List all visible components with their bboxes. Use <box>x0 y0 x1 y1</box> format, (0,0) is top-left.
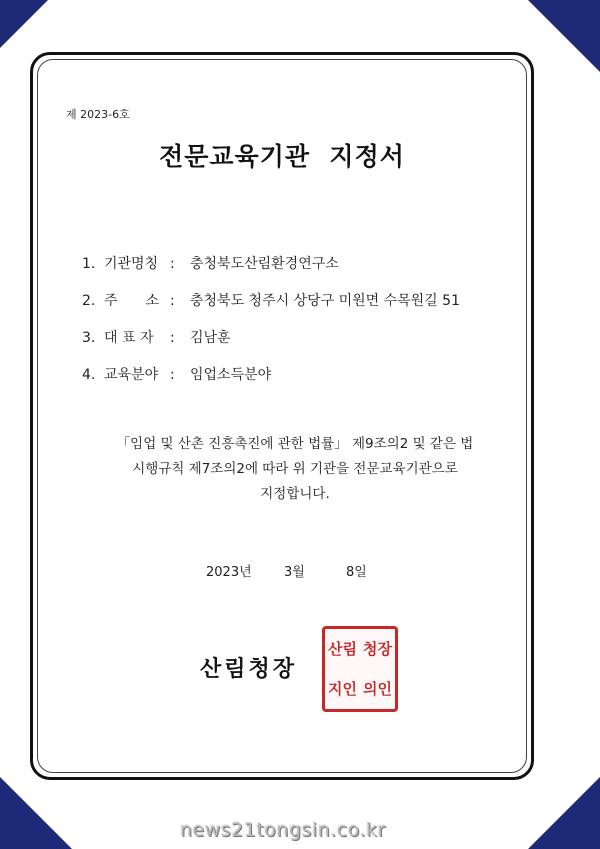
info-item-colon: : <box>170 367 175 383</box>
info-item-colon: : <box>170 256 175 272</box>
info-item-value: 임업소득분야 <box>190 367 272 383</box>
seal-char: 청장 <box>363 639 392 658</box>
corner-decoration-top-right <box>528 0 600 72</box>
corner-decoration-top-left <box>0 0 48 48</box>
info-item-number: 1. <box>82 256 96 272</box>
corner-decoration-bottom-left <box>0 777 72 849</box>
statement-line-1: 「임업 및 산촌 진흥촉진에 관한 법률」 제9조의2 및 같은 법 <box>116 436 474 452</box>
info-item-value: 김남훈 <box>190 330 231 346</box>
info-item-number: 2. <box>82 293 96 309</box>
issuer-title: 산림청장 <box>200 657 298 682</box>
corner-decoration-bottom-right <box>528 777 600 849</box>
seal-char: 의인 <box>363 679 392 698</box>
statement-line-3: 지정합니다. <box>260 486 330 502</box>
official-seal <box>322 626 398 712</box>
seal-char: 산림 <box>328 639 357 658</box>
info-item-colon: : <box>170 293 175 309</box>
info-item-value: 충청북도 청주시 상당구 미원면 수목원길 51 <box>190 293 460 309</box>
info-item-representative <box>82 327 460 364</box>
info-item-label: 기관명칭 <box>104 256 159 272</box>
info-item-colon: : <box>170 330 175 346</box>
info-item-number: 3. <box>82 330 96 346</box>
info-item-name <box>82 253 460 290</box>
info-item-number: 4. <box>82 367 96 383</box>
info-list <box>82 253 460 401</box>
designation-statement <box>60 432 530 507</box>
certificate-title: 전문교육기관 지정서 <box>159 142 405 171</box>
site-watermark: news21tongsin.co.kr <box>180 819 386 841</box>
info-item-label: 대 표 자 <box>104 330 154 346</box>
issue-date-month: 3월 <box>284 565 305 580</box>
info-item-label: 주 소 <box>104 293 160 309</box>
info-item-label: 교육분야 <box>104 367 159 383</box>
statement-line-2: 시행규칙 제7조의2에 따라 위 기관을 전문교육기관으로 <box>132 461 458 477</box>
seal-char: 지인 <box>328 679 357 698</box>
info-item-field <box>82 364 460 401</box>
info-item-address <box>82 290 460 327</box>
document-number: 제 2023-6호 <box>66 108 130 121</box>
issue-date-day: 8일 <box>346 565 367 580</box>
issue-date <box>206 561 367 580</box>
issue-date-year: 2023년 <box>206 565 252 580</box>
info-item-value: 충청북도산림환경연구소 <box>190 256 339 272</box>
